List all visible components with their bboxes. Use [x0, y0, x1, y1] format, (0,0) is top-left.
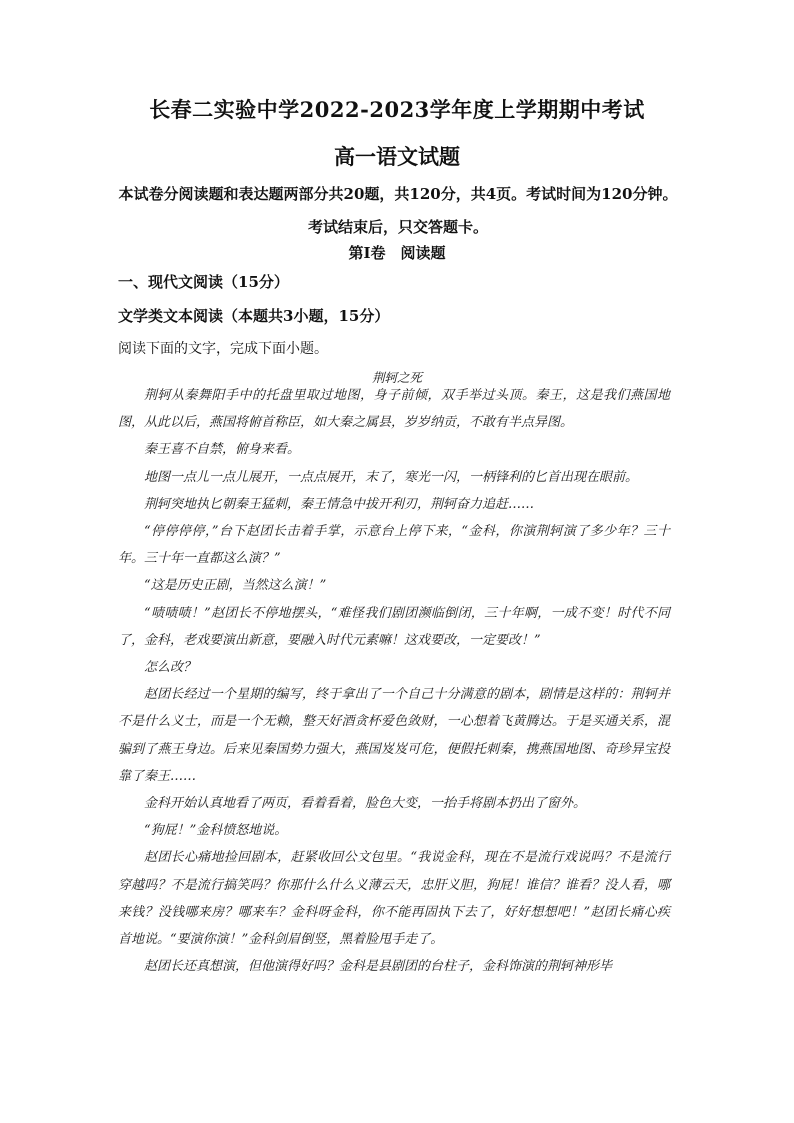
section-subheading: 文学类文本阅读（本题共3小题，15分）	[118, 307, 390, 325]
exam-instructions: 本试卷分阅读题和表达题两部分共20题，共120分，共4页。考试时间为120分钟。考试结束后，只交答题卡。	[118, 185, 678, 236]
story-paragraph: “啧啧啧！”赵团长不停地摆头，“难怪我们剧团濒临倒闭，三十年啊，一成不变！时代不同了，金科，老戏要演出新意，要融入时代元素嘛！这戏要改，一定要改！”	[118, 605, 670, 648]
story-paragraph: 地图一点儿一点儿展开，一点点展开，末了，寒光一闪，一柄锋利的匕首出现在眼前。	[144, 469, 639, 485]
exam-subtitle: 高一语文试题	[334, 144, 460, 169]
story-body	[118, 382, 670, 980]
volume-title: 第Ⅰ卷 阅读题	[348, 244, 446, 262]
story-paragraph: “狗屁！”金科愤怒地说。	[144, 823, 288, 839]
story-paragraph: 赵团长还真想演，但他演得好吗？金科是县剧团的台柱子，金科饰演的荆轲神形毕	[144, 959, 613, 975]
story-paragraph: 荆轲从秦舞阳手中的托盘里取过地图，身子前倾，双手举过头顶。秦王，这是我们燕国地图，从此以后，燕国将俯首称臣，如大秦之属县，岁岁纳贡，不敢有半点异图。	[118, 388, 670, 431]
story-paragraph: 赵团长经过一个星期的编写，终于拿出了一个自己十分满意的剧本，剧情是这样的：荆轲并不是什么义士，而是一个无赖，整天好酒贪杯爱色敛财，一心想着飞黄腾达。于是买通关系，混骗到了燕王身边。后来见秦国势力强大，燕国岌岌可危，便假托刺秦，携燕国地图、奇珍异宝投靠了秦王……	[118, 687, 670, 784]
story-paragraph: 秦王喜不自禁，俯身来看。	[144, 442, 301, 458]
story-paragraph: “停停停停，”台下赵团长击着手掌，示意台上停下来，“金科，你演荆轲演了多少年？三十年。三十年一直都这么演？”	[118, 524, 670, 567]
story-paragraph: 荆轲突地执匕朝秦王猛刺，秦王情急中拔开利刃，荆轲奋力追赶……	[144, 496, 535, 512]
story-title: 荆轲之死	[371, 370, 422, 385]
story-paragraph: 怎么改？	[144, 660, 197, 676]
story-paragraph: “这是历史正剧，当然这么演！”	[144, 578, 327, 594]
story-paragraph: 赵团长心痛地捡回剧本，赶紧收回公文包里。“我说金科，现在不是流行戏说吗？不是流行穿越吗？不是流行搞笑吗？你那什么什么义薄云天，忠肝义胆，狗屁！谁信？谁看？没人看，哪来钱？没钱哪来房？哪来车？金科呀金科，你不能再固执下去了，好好想想吧！”赵团长痛心疾首地说。“要演你演！”金科剑眉倒竖，黑着脸甩手走了。	[118, 850, 670, 948]
exam-title: 长春二实验中学2022-2023学年度上学期期中考试	[149, 97, 645, 122]
story-paragraph: 金科开始认真地看了两页，看着看着，脸色大变，一抬手将剧本扔出了窗外。	[144, 796, 587, 812]
section-heading: 一、现代文阅读（15分）	[118, 273, 289, 291]
reading-instruction: 阅读下面的文字，完成下面小题。	[118, 341, 328, 357]
